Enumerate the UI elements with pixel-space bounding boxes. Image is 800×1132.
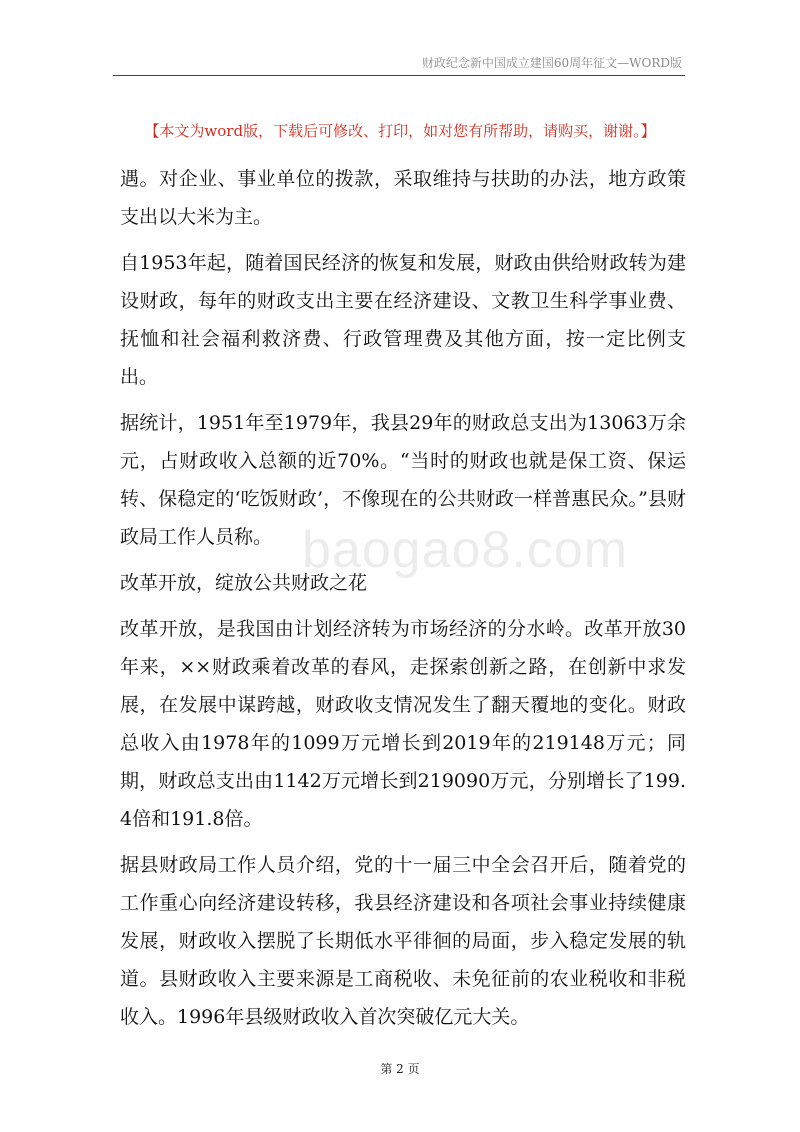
- paragraph-5: 据县财政局工作人员介绍，党的十一届三中全会召开后，随着党的工作重心向经济建设转移，我县经济建设和各项社会事业持续健康发展，财政收入摆脱了长期低水平徘徊的局面，步入稳定发展的轨道。县财政收入主要来源是工商税收、未免征前的农业税收和非税收入。1996年县级财政收入首次突破亿元大关。: [120, 854, 686, 1028]
- header-divider: [113, 75, 685, 76]
- page-number: 第 2 页: [380, 1062, 420, 1076]
- paragraph-1: 遇。对企业、事业单位的拨款，采取维持与扶助的办法，地方政策支出以大米为主。: [120, 168, 686, 228]
- watermark: baogao8.com: [302, 521, 629, 579]
- download-notice: 【本文为word版，下载后可修改、打印，如对您有所帮助，请购买，谢谢。】: [144, 122, 656, 140]
- document-body: [120, 160, 686, 1044]
- paragraph-3: 据统计，1951年至1979年，我县29年的财政总支出为13063万余元，占财政收入总额的近70%。“当时的财政也就是保工资、保运转、保稳定的‘吃饭财政’，不像现在的公共财政一样普惠民众。”县财政局工作人员称。: [120, 412, 686, 548]
- paragraph-2: 自1953年起，随着国民经济的恢复和发展，财政由供给财政转为建设财政，每年的财政支出主要在经济建设、文教卫生科学事业费、抚恤和社会福利救济费、行政管理费及其他方面，按一定比例支出。: [120, 252, 686, 388]
- paragraph-4: 改革开放，是我国由计划经济转为市场经济的分水岭。改革开放30年来，××财政乘着改革的春风，走探索创新之路，在创新中求发展，在发展中谋跨越，财政收支情况发生了翻天覆地的变化。财政总收入由1978年的1099万元增长到2019年的219148万元；同期，财政总支出由1142万元增长到219090万元，分别增长了199.4倍和191.8倍。: [120, 618, 686, 830]
- section-heading: 改革开放，绽放公共财政之花: [120, 572, 368, 594]
- running-header: 财政纪念新中国成立建国60周年征文—WORD版: [421, 56, 682, 70]
